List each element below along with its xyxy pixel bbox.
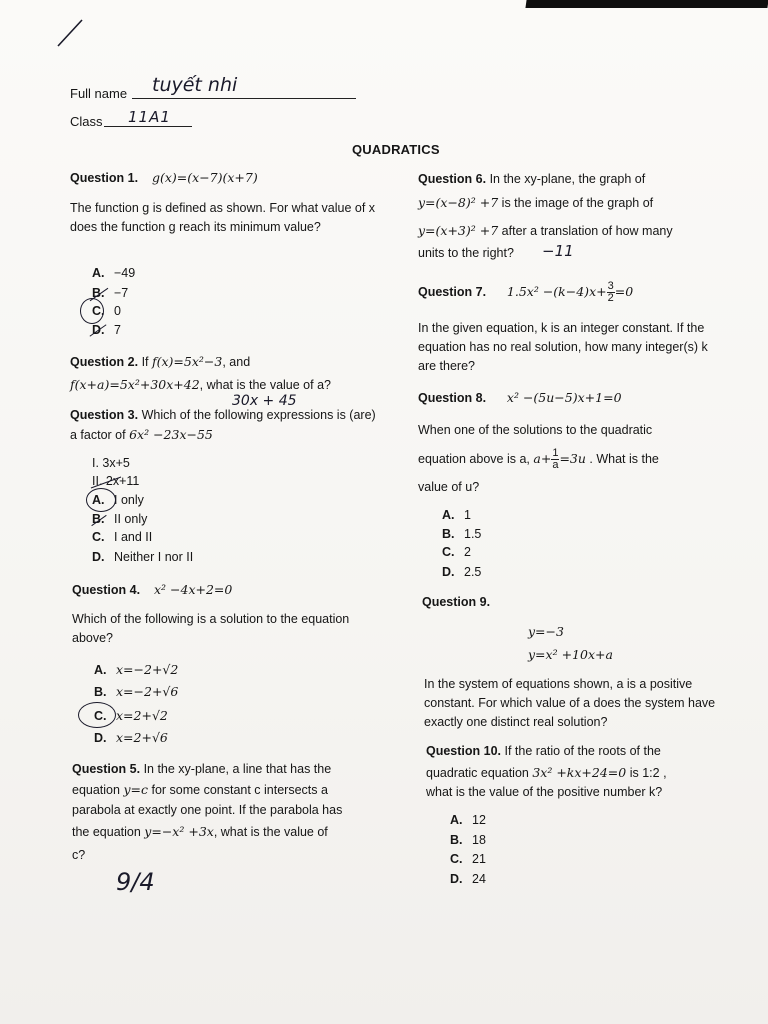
- q4-option-b: B. x=−2+√6: [94, 684, 179, 699]
- q6-handwritten-answer: −11: [542, 242, 574, 260]
- question-6-line3: y=(x+3)² +7 after a translation of how many: [418, 223, 673, 238]
- question-4-text: Which of the following is a solution to the equation above?: [72, 612, 350, 645]
- question-10-line1: Question 10. If the ratio of the roots of the: [426, 744, 661, 758]
- question-9-label: Question 9.: [422, 595, 491, 609]
- question-7-text: In the given equation, k is an integer constant. If the equation has no real solution, how many integer(s) k are there?: [418, 321, 708, 373]
- q8-fraction: $\frac{1}{a}$: [552, 447, 559, 471]
- q1-option-a: A. −49: [92, 266, 136, 280]
- q3-item-1: I. 3x+5: [92, 456, 130, 470]
- q1-answer-circle: [80, 298, 104, 324]
- q1-option-b: B. −7: [92, 286, 129, 300]
- question-1-text: The function g is defined as shown. For what value of x does the function g reach its minimum value?: [70, 201, 376, 234]
- page-title: QUADRATICS: [352, 142, 440, 157]
- q10-option-c: C. 21: [450, 852, 486, 866]
- question-8-line1: When one of the solutions to the quadratic: [418, 423, 653, 437]
- class-handwritten: 11A1: [128, 108, 171, 126]
- question-8-header: Question 8. x² −(5u−5)x+1=0: [418, 390, 622, 405]
- q3-option-a: A. I only: [92, 493, 144, 507]
- q8-option-d: D. 2.5: [442, 565, 482, 579]
- q3-option-d: D. Neither I nor II: [92, 550, 194, 564]
- question-10-line3: what is the value of the positive number k?: [426, 785, 663, 799]
- question-5-line3: parabola at exactly one point. If the parabola has: [72, 803, 343, 817]
- fullname-label: Full name: [70, 86, 128, 101]
- question-8-line3: value of u?: [418, 480, 480, 494]
- question-1-header: [70, 168, 258, 188]
- q8-option-a: A. 1: [442, 508, 471, 522]
- q7-fraction: $\frac{3}{2}$: [607, 280, 614, 304]
- pen-stroke-mark: [56, 18, 84, 48]
- q3-item-2: II. 2x+11: [92, 474, 140, 488]
- question-1-expr: g(x)=(x−7)(x+7): [151, 170, 258, 185]
- fullname-line: [132, 98, 356, 99]
- question-1-label: Question 1.: [70, 171, 139, 185]
- q10-option-b: B. 18: [450, 833, 486, 847]
- question-6-line4: units to the right?: [418, 246, 514, 260]
- fullname-handwritten: tuyết nhi: [152, 74, 238, 96]
- question-8-line2: equation above is a, a+ $\frac{1}{a}$ =3u . What is the: [418, 447, 659, 471]
- q3-option-b: B. II only: [92, 512, 148, 526]
- question-9-text: In the system of equations shown, a is a positive constant. For which value of a does the system have exactly one distinct real solution?: [424, 677, 716, 729]
- question-4-header: Question 4. x² −4x+2=0: [72, 582, 233, 597]
- question-5-line1: Question 5. In the xy-plane, a line that has the: [72, 762, 332, 776]
- question-3-text: Question 3. Which of the following expressions is (are) a factor of 6x² −23x−55: [70, 408, 376, 442]
- q3-option-c: C. I and II: [92, 530, 153, 544]
- question-5-line2: equation y=c for some constant c intersects a: [72, 782, 328, 797]
- question-5-line4: the equation y=−x² +3x, what is the value of: [72, 824, 328, 839]
- q10-option-d: D. 24: [450, 872, 486, 886]
- q8-option-c: C. 2: [442, 545, 471, 559]
- question-6-line1: Question 6. In the xy-plane, the graph of: [418, 172, 646, 186]
- scan-edge: [525, 0, 768, 8]
- q4-option-c: C. x=2+√2: [94, 708, 168, 723]
- q3-answer-circle: [86, 488, 116, 512]
- q2-handwritten-note: 30x + 45: [232, 393, 297, 409]
- q4-answer-circle: [78, 702, 116, 728]
- question-9-eq1: y=−3: [528, 624, 564, 639]
- question-10-line2: quadratic equation 3x² +kx+24=0 is 1:2 ,: [426, 765, 667, 780]
- q4-option-d: D. x=2+√6: [94, 730, 168, 745]
- bleed-through: [600, 90, 720, 130]
- question-9-eq2: y=x² +10x+a: [528, 647, 613, 662]
- question-5-line5: c?: [72, 848, 86, 862]
- q5-handwritten-answer: 9/4: [116, 868, 155, 896]
- q4-option-a: A. x=−2+√2: [94, 662, 179, 677]
- question-7-header: Question 7. 1.5x² −(k−4)x+ $\frac{3}{2}$ =0: [418, 280, 634, 304]
- question-6-line2: y=(x−8)² +7 is the image of the graph of: [418, 195, 654, 210]
- q10-option-a: A. 12: [450, 813, 486, 827]
- q1-option-d: D. 7: [92, 323, 121, 337]
- question-2-line1: Question 2. If f(x)=5x²−3, and: [70, 354, 251, 369]
- q1-option-c: C. 0: [92, 304, 121, 318]
- class-label: Class: [70, 114, 103, 129]
- q8-option-b: B. 1.5: [442, 527, 482, 541]
- class-line: [104, 126, 192, 127]
- question-2-line2: f(x+a)=5x²+30x+42, what is the value of a?: [70, 377, 331, 392]
